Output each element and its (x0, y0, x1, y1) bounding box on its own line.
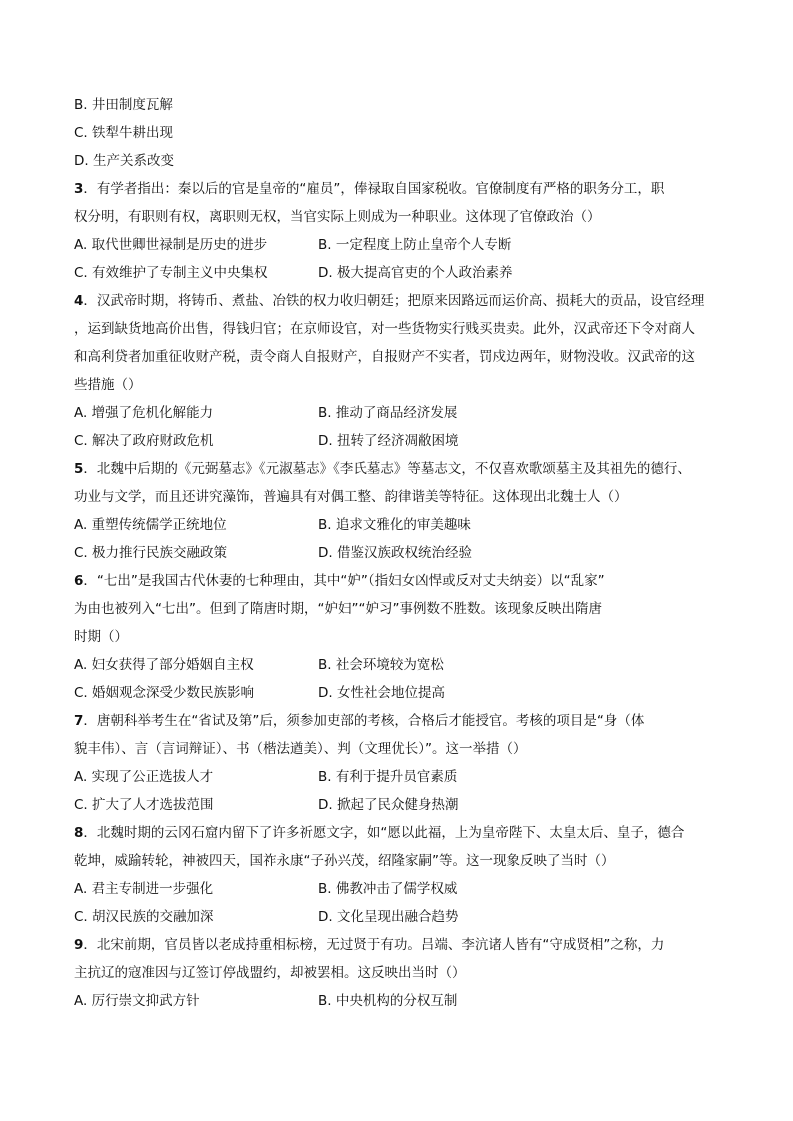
question-5-line-1 (74, 459, 733, 479)
question-8-line-2: 乾坤，威踰转轮，神被四天，国祚永康“子孙兴茂，绍隆家嗣”等。这一现象反映了当时（） (74, 853, 615, 869)
question-3-line-2: 权分明，有职则有权，离职则无权，当官实际上则成为一种职业。这体现了官僚政治（） (74, 209, 601, 225)
q7-option-b: B. 有利于提升员官素质 (318, 769, 458, 785)
question-number: 6 (74, 573, 84, 589)
q6-option-a: A. 妇女获得了部分婚姻自主权 (74, 657, 254, 673)
question-9-line-1 (74, 935, 733, 955)
option-d: D. 生产关系改变 (74, 153, 174, 169)
q8-option-a: A. 君主专制进一步强化 (74, 881, 214, 897)
q9-option-a: A. 厉行崇文抑武方针 (74, 993, 200, 1009)
q8-option-b: B. 佛教冲击了儒学权威 (318, 881, 458, 897)
question-5-line-2: 功业与文学，而且还讲究藻饰，普遍具有对偶工整、韵律谐美等特征。这体现出北魏士人（） (74, 489, 628, 505)
question-6-line-2: 为由也被列入“七出”。但到了隋唐时期，“妒妇”“妒习”事例数不胜数。该现象反映出隋唐 (74, 601, 602, 617)
q6-option-d: D. 女性社会地位提高 (318, 685, 445, 701)
question-number: 8 (74, 825, 84, 841)
question-4-line-3: 和高利贷者加重征收财产税，责令商人自报财产，自报财产不实者，罚戍边两年，财物没收。汉武帝的这 (74, 349, 695, 365)
question-9-line-2: 主抗辽的寇准因与辽签订停战盟约，却被罢相。这反映出当时（） (74, 965, 466, 981)
q8-option-c: C. 胡汉民族的交融加深 (74, 909, 214, 925)
q6-option-c: C. 婚姻观念深受少数民族影响 (74, 685, 255, 701)
q4-option-b: B. 推动了商品经济发展 (318, 405, 458, 421)
option-b: B. 井田制度瓦解 (74, 97, 173, 113)
question-7-line-2: 貌丰伟）、言（言词辩证）、书（楷法遒美）、判（文理优长）”。这一举措（） (74, 741, 527, 757)
q6-option-b: B. 社会环境较为宽松 (318, 657, 444, 673)
q4-option-a: A. 增强了危机化解能力 (74, 405, 214, 421)
question-4-line-2: ，运到缺货地高价出售，得钱归官；在京师设官，对一些货物实行贱买贵卖。此外，汉武帝还下令对商人 (74, 321, 695, 337)
question-text: ．北魏时期的云冈石窟内留下了许多祈愿文字，如“愿以此福，上为皇帝陛下、太皇太后、皇子，德合 (83, 825, 685, 841)
question-text: ．唐朝科举考生在“省试及第”后，须参加吏部的考核，合格后才能授官。考核的项目是“身（体 (83, 713, 645, 729)
question-text: ．北魏中后期的《元弼墓志》《元淑墓志》《李氏墓志》等墓志文，不仅喜欢歌颂墓主及其祖先的德行、 (83, 461, 691, 477)
q3-option-a: A. 取代世卿世禄制是历史的进步 (74, 237, 268, 253)
q9-option-b: B. 中央机构的分权互制 (318, 993, 458, 1009)
question-8-line-1 (74, 823, 733, 843)
question-number: 7 (74, 713, 84, 729)
q4-option-d: D. 扭转了经济凋敝困境 (318, 433, 459, 449)
question-text: ．北宋前期，官员皆以老成持重相标榜，无过贤于有功。吕端、李沆诸人皆有“守成贤相”之称，力 (83, 937, 665, 953)
question-6-line-1 (74, 571, 733, 591)
q3-option-b: B. 一定程度上防止皇帝个人专断 (318, 237, 512, 253)
q5-option-a: A. 重塑传统儒学正统地位 (74, 517, 227, 533)
question-3-line-1 (74, 179, 733, 199)
question-4-line-1 (74, 291, 733, 311)
q5-option-c: C. 极力推行民族交融政策 (74, 545, 228, 561)
question-4-line-4: 些措施（） (74, 377, 142, 393)
question-6-line-3: 时期（） (74, 629, 128, 645)
question-text: ．有学者指出：秦以后的官是皇帝的“雇员”，俸禄取自国家税收。官僚制度有严格的职务分工，职 (83, 181, 665, 197)
question-number: 3 (74, 181, 84, 197)
option-c: C. 铁犁牛耕出现 (74, 125, 174, 141)
q3-option-d: D. 极大提高官吏的个人政治素养 (318, 265, 513, 281)
question-number: 4 (74, 293, 84, 309)
question-number: 9 (74, 937, 84, 953)
q7-option-a: A. 实现了公正选拔人才 (74, 769, 214, 785)
q7-option-d: D. 掀起了民众健身热潮 (318, 797, 459, 813)
q7-option-c: C. 扩大了人才选拔范围 (74, 797, 214, 813)
q5-option-b: B. 追求文雅化的审美趣味 (318, 517, 471, 533)
q4-option-c: C. 解决了政府财政危机 (74, 433, 214, 449)
q3-option-c: C. 有效维护了专制主义中央集权 (74, 265, 268, 281)
question-7-line-1 (74, 711, 733, 731)
question-number: 5 (74, 461, 84, 477)
q8-option-d: D. 文化呈现出融合趋势 (318, 909, 459, 925)
q5-option-d: D. 借鉴汉族政权统治经验 (318, 545, 472, 561)
question-text: ．汉武帝时期，将铸币、煮盐、冶铁的权力收归朝廷；把原来因路远而运价高、损耗大的贡品，设官经理 (83, 293, 705, 309)
question-text: ．“七出”是我国古代休妻的七种理由，其中“妒”（指妇女凶悍或反对丈夫纳妾）以“乱家” (83, 573, 605, 589)
